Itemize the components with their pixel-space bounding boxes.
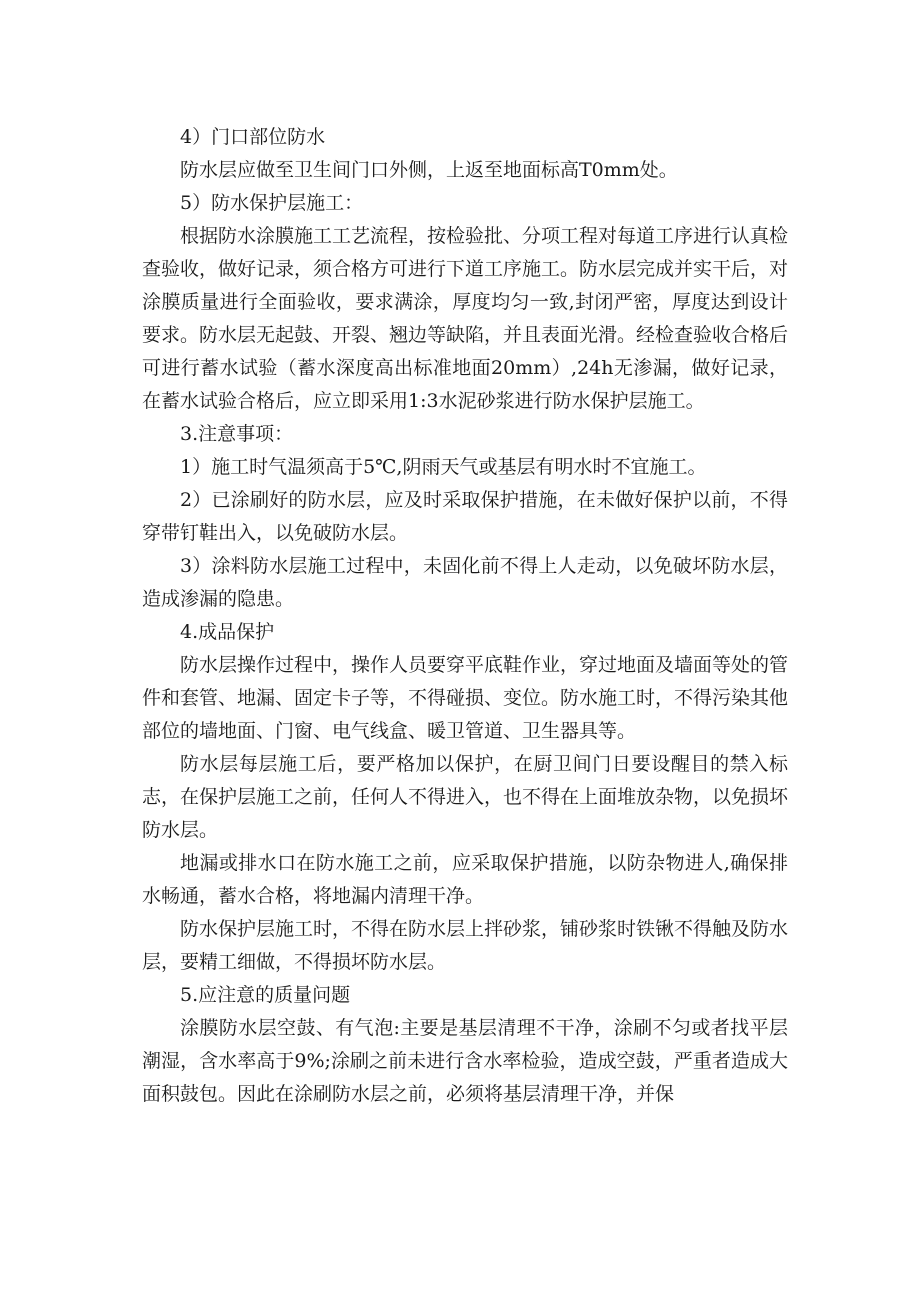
paragraph-precaution-2: 2）已涂刷好的防水层，应及时采取保护措施，在未做好保护以前，不得穿带钉鞋出入，以免破防水层。: [142, 489, 788, 544]
section-heading-quality-issues: 5.应注意的质量问题: [180, 984, 351, 1006]
paragraph-precaution-1: 1）施工时气温须高于5℃,阴雨天气或基层有明水时不宜施工。: [180, 456, 707, 478]
section-heading-door-waterproofing: 4）门口部位防水: [180, 126, 326, 148]
section-heading-product-protection: 4.成品保护: [180, 621, 275, 643]
paragraph-product-protection-4: 防水保护层施工时，不得在防水层上拌砂浆，铺砂浆时铁锹不得触及防水层，要精工细做，不得损坏防水层。: [142, 918, 789, 973]
paragraph-product-protection-2: 防水层每层施工后，要严格加以保护，在厨卫间门日要设醒目的禁入标志，在保护层施工之前，任何人不得进入，也不得在上面堆放杂物，以免损坏防水层。: [142, 753, 789, 841]
paragraph-door-waterproofing: 防水层应做至卫生间门口外侧，上返至地面标高T0mm处。: [180, 159, 678, 181]
paragraph-quality-issues: 涂膜防水层空鼓、有气泡:主要是基层清理不干净，涂刷不匀或者找平层潮湿，含水率高于9%;涂刷之前未进行含水率检验，造成空鼓，严重者造成大面积鼓包。因此在涂刷防水层之前，必须将基层清理干净，并保: [142, 1017, 788, 1105]
paragraph-product-protection-3: 地漏或排水口在防水施工之前，应采取保护措施，以防杂物进人,确保排水畅通，蓄水合格，将地漏内清理干净。: [142, 852, 788, 907]
paragraph-precaution-3: 3）涂料防水层施工过程中，未固化前不得上人走动，以免破坏防水层，造成渗漏的隐患。: [142, 555, 788, 610]
section-heading-precautions: 3.注意事项：: [180, 423, 294, 445]
document-body: [142, 121, 788, 1111]
paragraph-product-protection-1: 防水层操作过程中，操作人员要穿平底鞋作业，穿过地面及墙面等处的管件和套管、地漏、固定卡子等，不得碰损、变位。防水施工时，不得污染其他部位的墙地面、门窗、电气线盒、暖卫管道、卫生器具等。: [142, 654, 789, 742]
paragraph-protective-layer: 根据防水涂膜施工工艺流程，按检验批、分项工程对每道工序进行认真检查验收，做好记录，须合格方可进行下道工序施工。防水层完成并实干后，对涂膜质量进行全面验收，要求满涂，厚度均匀一致,封闭严密，厚度达到设计要求。防水层无起鼓、开裂、翘边等缺陷，并且表面光滑。经检查验收合格后可进行蓄水试验（蓄水深度高出标准地面20mm）,24h无渗漏，做好记录，在蓄水试验合格后，应立即采用1:3水泥砂浆进行防水保护层施工。: [142, 225, 789, 412]
section-heading-protective-layer: 5）防水保护层施工：: [180, 192, 364, 214]
